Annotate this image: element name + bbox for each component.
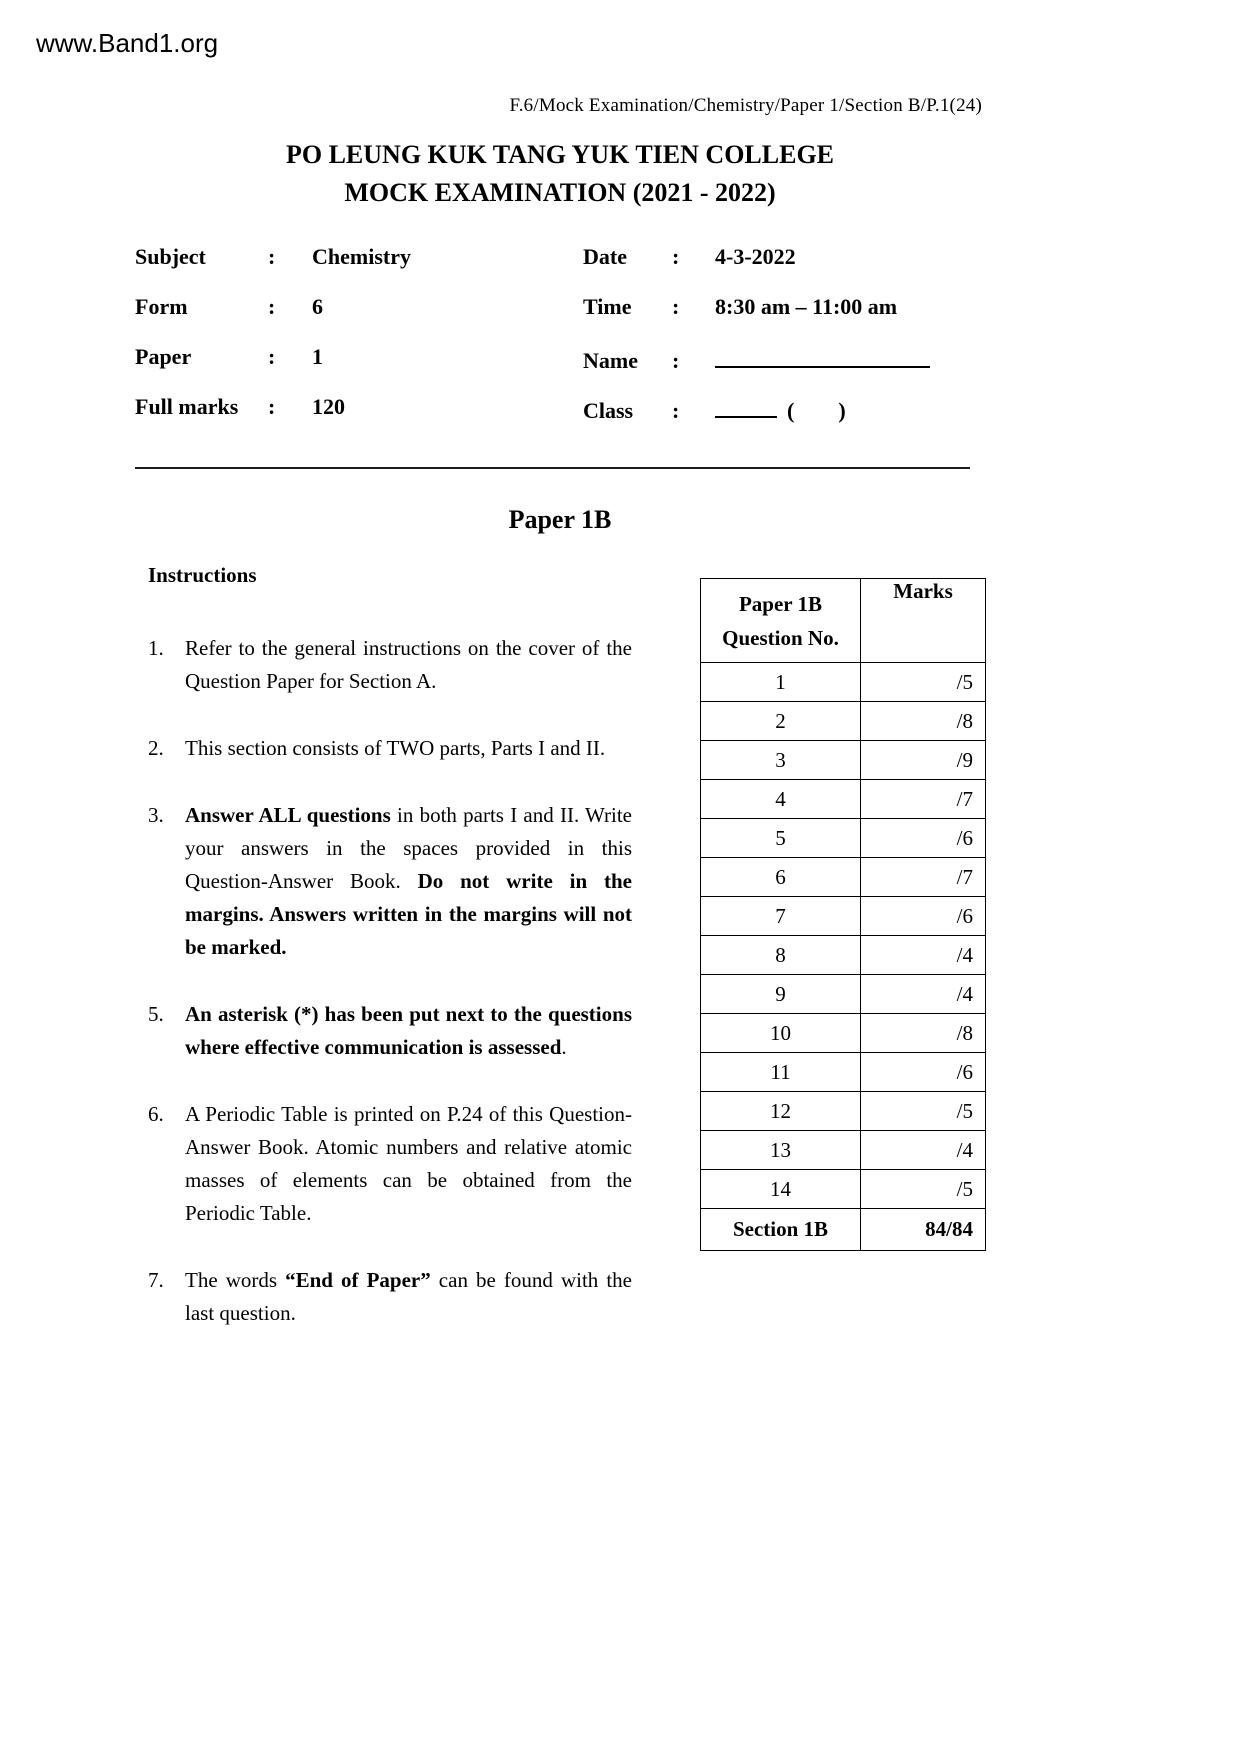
marks-table-row xyxy=(701,663,986,702)
question-no-header-cell xyxy=(701,579,861,663)
marks-cell: /6 xyxy=(861,819,986,858)
instruction-number: 3. xyxy=(148,803,164,827)
marks-table-row xyxy=(701,1170,986,1209)
marks-table-row xyxy=(701,936,986,975)
marks-table-row xyxy=(701,780,986,819)
instructions-list xyxy=(148,632,632,1330)
question-number-cell: 11 xyxy=(701,1053,861,1092)
marks-table-row xyxy=(701,897,986,936)
info-row-time xyxy=(583,294,985,344)
info-value: Chemistry xyxy=(312,244,411,269)
instruction-item xyxy=(148,1264,632,1330)
info-label: Class xyxy=(583,398,634,423)
instructions-heading: Instructions xyxy=(148,563,257,587)
question-number-cell: 5 xyxy=(701,819,861,858)
marks-table-row xyxy=(701,858,986,897)
instruction-number: 7. xyxy=(148,1268,164,1292)
info-colon: : xyxy=(672,348,680,373)
instruction-text: Answer ALL questions in both parts I and II. Write your answers in the spaces provided in this Question-Answer Book. Do not write in the margins. Answers written in the margins will not be marked. xyxy=(185,803,633,959)
marks-cell: /7 xyxy=(861,858,986,897)
question-number-cell: 6 xyxy=(701,858,861,897)
info-colon: : xyxy=(268,244,276,269)
info-row-full-marks xyxy=(135,394,575,444)
marks-header-cell: Marks xyxy=(861,579,986,663)
exam-title: MOCK EXAMINATION (2021 - 2022) xyxy=(344,178,776,207)
marks-cell: /6 xyxy=(861,1053,986,1092)
college-name: PO LEUNG KUK TANG YUK TIEN COLLEGE xyxy=(285,140,835,169)
info-colon: : xyxy=(672,244,680,269)
marks-table-row xyxy=(701,1092,986,1131)
marks-table-row xyxy=(701,819,986,858)
instruction-item xyxy=(148,632,632,698)
info-colon: : xyxy=(268,344,276,369)
marks-cell: /5 xyxy=(861,663,986,702)
info-label: Time xyxy=(583,294,632,319)
question-no-header-label: Question No. xyxy=(722,625,839,650)
info-column-right xyxy=(583,244,985,444)
question-number-cell: 2 xyxy=(701,702,861,741)
question-number-cell: 13 xyxy=(701,1131,861,1170)
marks-table-row xyxy=(701,1014,986,1053)
marks-cell: /9 xyxy=(861,741,986,780)
marks-cell: /8 xyxy=(861,702,986,741)
instruction-number: 2. xyxy=(148,736,164,760)
instruction-item xyxy=(148,799,632,964)
info-row-subject xyxy=(135,244,575,294)
instructions-section xyxy=(148,563,632,1364)
watermark-text: www.Band1.org xyxy=(36,28,219,58)
question-number-cell: 3 xyxy=(701,741,861,780)
info-value: 6 xyxy=(312,294,323,319)
instruction-text: This section consists of TWO parts, Parts I and II. xyxy=(185,736,606,760)
marks-table-row xyxy=(701,741,986,780)
section-total-label: Section 1B xyxy=(701,1209,861,1251)
instruction-text: An asterisk (*) has been put next to the questions where effective communication is assessed. xyxy=(185,1002,632,1059)
instruction-item xyxy=(148,1098,632,1230)
instruction-text: Refer to the general instructions on the cover of the Question Paper for Section A. xyxy=(185,636,632,693)
question-number-cell: 4 xyxy=(701,780,861,819)
marks-cell: /8 xyxy=(861,1014,986,1053)
info-column-left xyxy=(135,244,575,444)
question-number-cell: 8 xyxy=(701,936,861,975)
marks-table-header-row xyxy=(701,579,986,663)
question-number-cell: 14 xyxy=(701,1170,861,1209)
info-row-date xyxy=(583,244,985,294)
question-number-cell: 1 xyxy=(701,663,861,702)
marks-cell: /4 xyxy=(861,1131,986,1170)
marks-cell: /6 xyxy=(861,897,986,936)
info-row-paper xyxy=(135,344,575,394)
info-label: Form xyxy=(135,294,188,319)
question-number-cell: 7 xyxy=(701,897,861,936)
marks-table xyxy=(700,578,986,1251)
info-row-form xyxy=(135,294,575,344)
question-number-cell: 12 xyxy=(701,1092,861,1131)
question-number-cell: 10 xyxy=(701,1014,861,1053)
marks-cell: /4 xyxy=(861,936,986,975)
instruction-number: 5. xyxy=(148,1002,164,1026)
horizontal-divider xyxy=(135,467,970,469)
title-block xyxy=(135,136,985,212)
instruction-number: 1. xyxy=(148,636,164,660)
info-value: 8:30 am – 11:00 am xyxy=(715,294,898,319)
info-row-class xyxy=(583,394,985,444)
name-blank-field xyxy=(715,344,930,368)
instruction-item xyxy=(148,998,632,1064)
class-number-parens: ( ) xyxy=(787,398,846,423)
info-colon: : xyxy=(672,294,680,319)
marks-table-row xyxy=(701,702,986,741)
page-header-reference: F.6/Mock Examination/Chemistry/Paper 1/Section B/P.1(24) xyxy=(509,95,982,116)
instruction-text: The words “End of Paper” can be found with the last question. xyxy=(185,1268,632,1325)
marks-table-row xyxy=(701,975,986,1014)
info-value: 1 xyxy=(312,344,323,369)
info-value: 120 xyxy=(312,394,345,419)
info-row-name xyxy=(583,344,985,394)
marks-cell: /5 xyxy=(861,1092,986,1131)
marks-table-body xyxy=(701,663,986,1209)
instruction-item xyxy=(148,732,632,765)
marks-table-row xyxy=(701,1053,986,1092)
question-number-cell: 9 xyxy=(701,975,861,1014)
marks-table-total-row xyxy=(701,1209,986,1251)
info-label: Name xyxy=(583,348,638,373)
paper-section-title: Paper 1B xyxy=(508,505,612,534)
section-total-value: 84/84 xyxy=(861,1209,986,1251)
info-label: Subject xyxy=(135,244,206,269)
marks-table-row xyxy=(701,1131,986,1170)
info-colon: : xyxy=(268,294,276,319)
info-label: Full marks xyxy=(135,394,239,419)
info-colon: : xyxy=(672,398,680,423)
class-blank-field xyxy=(715,394,777,418)
instruction-text: A Periodic Table is printed on P.24 of this Question-Answer Book. Atomic numbers and relative atomic masses of elements can be obtained from the Periodic Table. xyxy=(185,1102,632,1225)
info-value: 4-3-2022 xyxy=(715,244,796,269)
marks-cell: /7 xyxy=(861,780,986,819)
marks-table-title: Paper 1B xyxy=(738,591,823,616)
info-label: Paper xyxy=(135,344,192,369)
info-colon: : xyxy=(268,394,276,419)
instruction-number: 6. xyxy=(148,1102,164,1126)
info-label: Date xyxy=(583,244,627,269)
marks-cell: /5 xyxy=(861,1170,986,1209)
marks-cell: /4 xyxy=(861,975,986,1014)
